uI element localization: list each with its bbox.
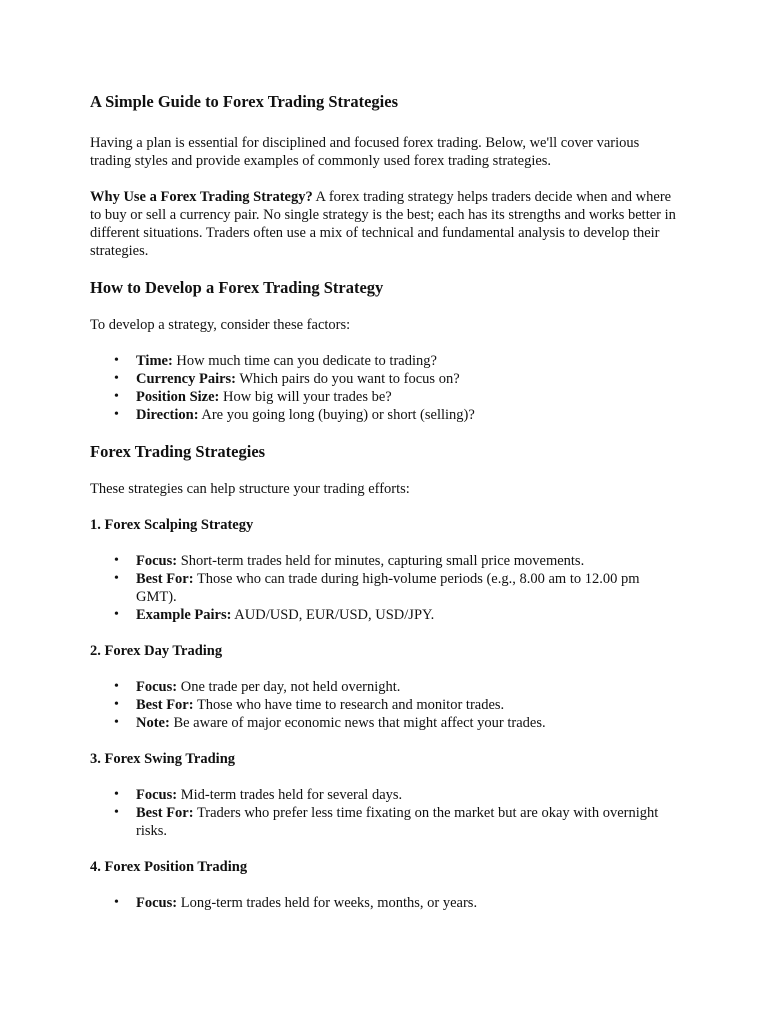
bullet-icon: • <box>114 553 119 568</box>
item-label: Focus: <box>136 787 178 803</box>
list-item <box>90 370 680 388</box>
item-text: Short-term trades held for minutes, capturing small price movements. <box>177 553 585 569</box>
list-item <box>90 714 680 732</box>
item-text: AUD/USD, EUR/USD, USD/JPY. <box>231 607 435 623</box>
item-label: Best For: <box>136 571 194 587</box>
bullet-icon: • <box>114 371 119 386</box>
strategies-heading: Forex Trading Strategies <box>90 442 266 461</box>
item-label: Best For: <box>136 697 194 713</box>
item-label: Position Size: <box>136 389 220 405</box>
document-title: A Simple Guide to Forex Trading Strategies <box>90 92 398 111</box>
list-item <box>90 552 680 570</box>
strategies-intro: These strategies can help structure your trading efforts: <box>90 481 410 497</box>
bullet-icon: • <box>114 389 119 404</box>
item-label: Focus: <box>136 553 178 569</box>
strategy-points-swing-trading <box>90 786 680 840</box>
strategy-title-day-trading: 2. Forex Day Trading <box>90 643 223 659</box>
why-paragraph <box>90 188 680 260</box>
bullet-icon: • <box>114 715 119 730</box>
strategy-points-position-trading <box>90 894 680 912</box>
strategy-points-day-trading <box>90 678 680 732</box>
item-text: Long-term trades held for weeks, months, or years. <box>177 895 478 911</box>
list-item <box>90 606 680 624</box>
item-text: Those who can trade during high-volume periods (e.g., 8.00 am to 12.00 pm GMT). <box>136 571 640 605</box>
strategy-title-scalping: 1. Forex Scalping Strategy <box>90 517 254 533</box>
list-item <box>90 388 680 406</box>
list-item <box>90 352 680 370</box>
list-item <box>90 570 680 606</box>
why-text: A forex trading strategy helps traders decide when and where to buy or sell a currency pair. No single strategy is the best; each has its strengths and works better in different situations. Traders often use a mix of technical and fundamental analysis to develop their strategies. <box>90 189 676 259</box>
bullet-icon: • <box>114 805 119 820</box>
bullet-icon: • <box>114 353 119 368</box>
list-item <box>90 894 680 912</box>
item-text: Are you going long (buying) or short (selling)? <box>198 407 475 423</box>
item-label: Time: <box>136 353 173 369</box>
item-label: Note: <box>136 715 170 731</box>
list-item <box>90 678 680 696</box>
item-label: Focus: <box>136 895 178 911</box>
item-text: Those who have time to research and monitor trades. <box>193 697 505 713</box>
list-item <box>90 786 680 804</box>
bullet-icon: • <box>114 679 119 694</box>
item-label: Example Pairs: <box>136 607 232 623</box>
item-label: Best For: <box>136 805 194 821</box>
bullet-icon: • <box>114 787 119 802</box>
strategy-title-swing-trading: 3. Forex Swing Trading <box>90 751 236 767</box>
item-text: Traders who prefer less time fixating on the market but are okay with overnight risks. <box>136 805 659 839</box>
list-item <box>90 406 680 424</box>
why-label: Why Use a Forex Trading Strategy? <box>90 189 313 205</box>
develop-intro: To develop a strategy, consider these factors: <box>90 317 351 333</box>
item-text: Mid-term trades held for several days. <box>177 787 403 803</box>
intro-paragraph: Having a plan is essential for disciplined and focused forex trading. Below, we'll cover various trading styles and provide examples of commonly used forex trading strategies. <box>90 135 640 169</box>
item-label: Direction: <box>136 407 199 423</box>
item-text: One trade per day, not held overnight. <box>177 679 401 695</box>
item-label: Focus: <box>136 679 178 695</box>
list-item <box>90 696 680 714</box>
bullet-icon: • <box>114 697 119 712</box>
list-item <box>90 804 680 840</box>
item-label: Currency Pairs: <box>136 371 236 387</box>
bullet-icon: • <box>114 895 119 910</box>
bullet-icon: • <box>114 407 119 422</box>
strategy-points-scalping <box>90 552 680 624</box>
bullet-icon: • <box>114 607 119 622</box>
document-page <box>90 92 680 912</box>
item-text: How big will your trades be? <box>219 389 392 405</box>
develop-heading: How to Develop a Forex Trading Strategy <box>90 278 384 297</box>
factors-list <box>90 352 680 424</box>
bullet-icon: • <box>114 571 119 586</box>
item-text: Which pairs do you want to focus on? <box>236 371 460 387</box>
item-text: Be aware of major economic news that might affect your trades. <box>169 715 546 731</box>
strategy-title-position-trading: 4. Forex Position Trading <box>90 859 248 875</box>
item-text: How much time can you dedicate to trading? <box>172 353 437 369</box>
